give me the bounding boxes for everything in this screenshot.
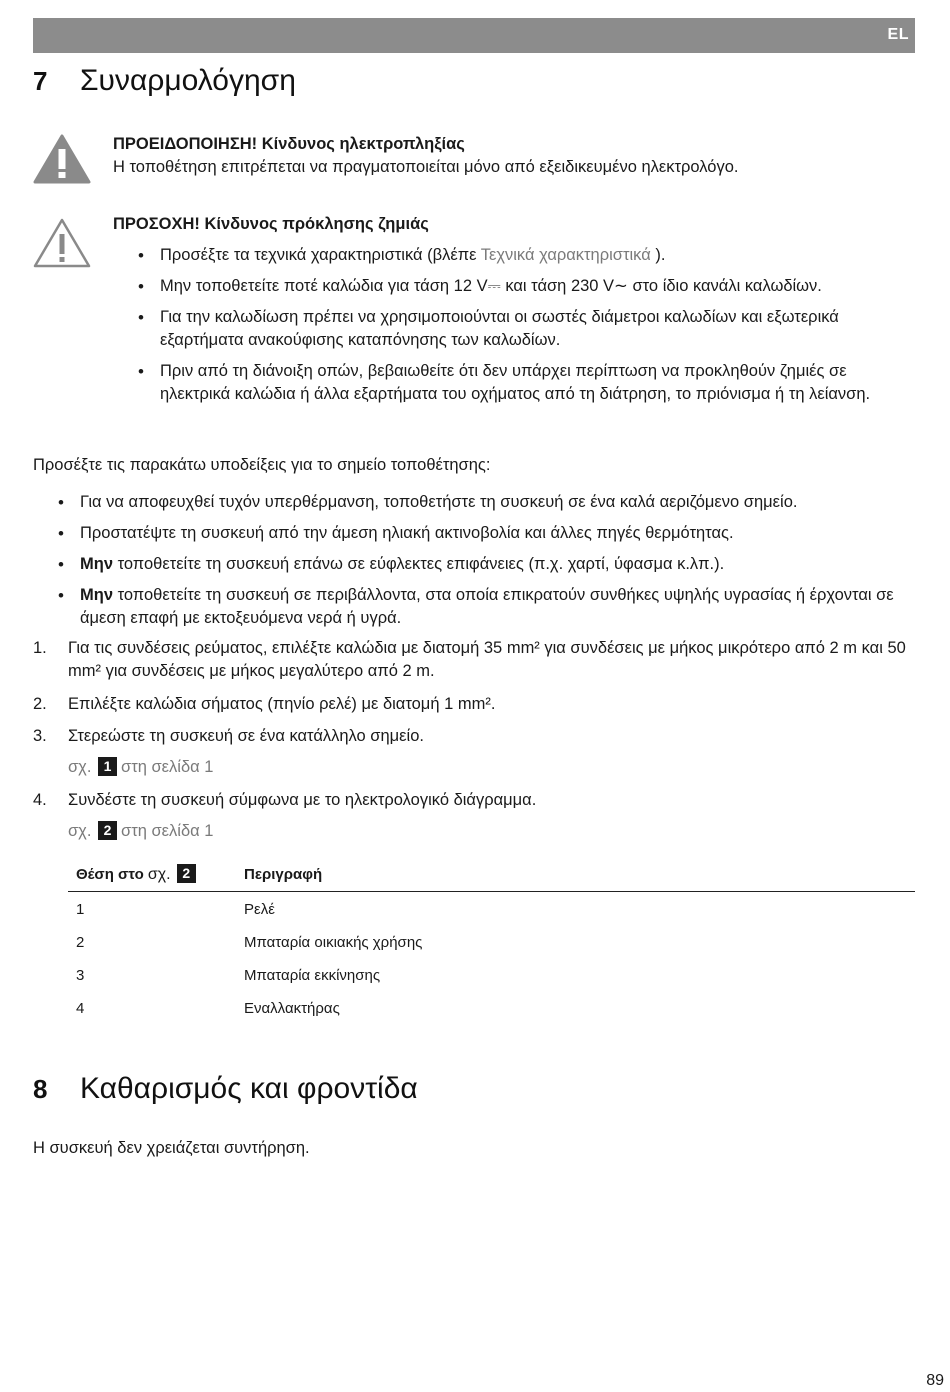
section-7-number: 7 <box>33 66 48 96</box>
figure-number-box: 2 <box>177 864 196 883</box>
table-cell-description: Μπαταρία οικιακής χρήσης <box>244 934 423 951</box>
step-text: Για τις συνδέσεις ρεύματος, επιλέξτε καλώδια με διατομή 35 mm² για συνδέσεις με μήκος μικρότερο από 2 m και 50 mm² για συνδέσεις με μήκος μεγαλύτερο από 2 m. <box>68 639 906 680</box>
technical-data-link[interactable]: Τεχνικά χαρακτηριστικά <box>480 246 651 264</box>
caution-bullet-1: • Προσέξτε τα τεχνικά χαρακτηριστικά (βλέπε Τεχνικά χαρακτηριστικά ). <box>160 244 913 267</box>
figure-reference-1[interactable]: σχ. 1 στη σελίδα 1 <box>68 758 214 776</box>
header-bar <box>33 18 915 53</box>
table-cell-description: Μπαταρία εκκίνησης <box>244 967 381 984</box>
table-cell-position: 1 <box>76 901 85 918</box>
section-8-title-text: Καθαρισμός και φροντίδα <box>80 1072 418 1105</box>
location-bullet-2: • Προστατέψτε τη συσκευή από την άμεση ηλιακή ακτινοβολία και άλλες πηγές θερμότητας. <box>80 522 910 545</box>
table-cell-position: 2 <box>76 934 85 951</box>
table-row <box>68 925 915 958</box>
caution-bullet-3: • Για την καλωδίωση πρέπει να χρησιμοποιούνται οι σωστές διάμετροι καλωδίων και εξωτερικά εξαρτήματα ανακούφισης καταπόνησης των καλωδίων. <box>160 306 913 352</box>
section-7-title <box>33 64 296 98</box>
table-row <box>68 991 915 1024</box>
section-8-title <box>33 1072 418 1106</box>
step-text: Συνδέστε τη συσκευή σύμφωνα με το ηλεκτρολογικό διάγραμμα. <box>68 791 537 809</box>
table-header-position: Θέση στο σχ. 2 <box>68 856 236 892</box>
step-number: 1. <box>33 639 47 657</box>
caution-title: ΠΡΟΣΟΧΗ! Κίνδυνος πρόκλησης ζημιάς <box>113 215 429 233</box>
figure-reference-2[interactable]: σχ. 2 στη σελίδα 1 <box>68 822 214 840</box>
location-bullet-3: • Μην τοποθετείτε τη συσκευή επάνω σε εύφλεκτες επιφάνειες (π.χ. χαρτί, ύφασμα κ.λπ.). <box>80 553 910 576</box>
step-number: 4. <box>33 791 47 809</box>
table-cell-description: Εναλλακτήρας <box>244 1000 340 1017</box>
step-text: Στερεώστε τη συσκευή σε ένα κατάλληλο σημείο. <box>68 727 424 745</box>
step-number: 3. <box>33 727 47 745</box>
table-row <box>68 958 915 991</box>
step-number: 2. <box>33 695 47 713</box>
section-8-text: Η συσκευή δεν χρειάζεται συντήρηση. <box>33 1139 310 1157</box>
warning-block <box>33 133 915 188</box>
location-bullet-4: • Μην τοποθετείτε τη συσκευή σε περιβάλλοντα, στα οποία επικρατούν συνθήκες υψηλής υγρασίας ή έρχονται σε άμεση επαφή με εκτοξευόμενα νερά ή υγρά. <box>80 584 910 630</box>
page-number: 89 <box>926 1372 944 1389</box>
table-row <box>68 892 915 926</box>
language-tag: EL <box>887 26 909 43</box>
figure-number-box: 2 <box>98 821 117 840</box>
caution-bullet-2: • Μην τοποθετείτε ποτέ καλώδια για τάση 12 V⎓ και τάση 230 V∼ στο ίδιο κανάλι καλωδίων. <box>160 275 913 298</box>
table-header-description: Περιγραφή <box>236 856 915 892</box>
caution-triangle-icon <box>33 217 91 269</box>
table-cell-description: Ρελέ <box>244 901 275 918</box>
location-intro: Προσέξτε τις παρακάτω υποδείξεις για το σημείο τοποθέτησης: <box>33 456 491 474</box>
step-text: Επιλέξτε καλώδια σήματος (πηνίο ρελέ) με διατομή 1 mm². <box>68 695 496 713</box>
table-header-row <box>68 856 915 892</box>
parts-table <box>68 856 915 1024</box>
section-7-title-text: Συναρμολόγηση <box>80 64 296 97</box>
warning-text: Η τοποθέτηση επιτρέπεται να πραγματοποιείται μόνο από εξειδικευμένο ηλεκτρολόγο. <box>113 158 739 176</box>
location-bullet-1: • Για να αποφευχθεί τυχόν υπερθέρμανση, τοποθετήστε τη συσκευή σε ένα καλά αεριζόμενο σημείο. <box>80 491 910 514</box>
caution-block <box>33 213 915 428</box>
section-8-number: 8 <box>33 1074 48 1104</box>
warning-title: ΠΡΟΕΙΔΟΠΟΙΗΣΗ! Κίνδυνος ηλεκτροπληξίας <box>113 135 465 153</box>
table-cell-position: 3 <box>76 967 85 984</box>
figure-number-box: 1 <box>98 757 117 776</box>
table-cell-position: 4 <box>76 1000 85 1017</box>
location-bullet-list <box>80 491 910 630</box>
caution-bullet-4: • Πριν από τη διάνοιξη οπών, βεβαιωθείτε ότι δεν υπάρχει περίπτωση να προκληθούν ζημιές σε ηλεκτρικά καλώδια ή άλλα εξαρτήματα του οχήματος από τη διάτρηση, το πριόνισμα ή τη λείανση. <box>160 360 913 406</box>
warning-triangle-icon <box>33 133 91 185</box>
